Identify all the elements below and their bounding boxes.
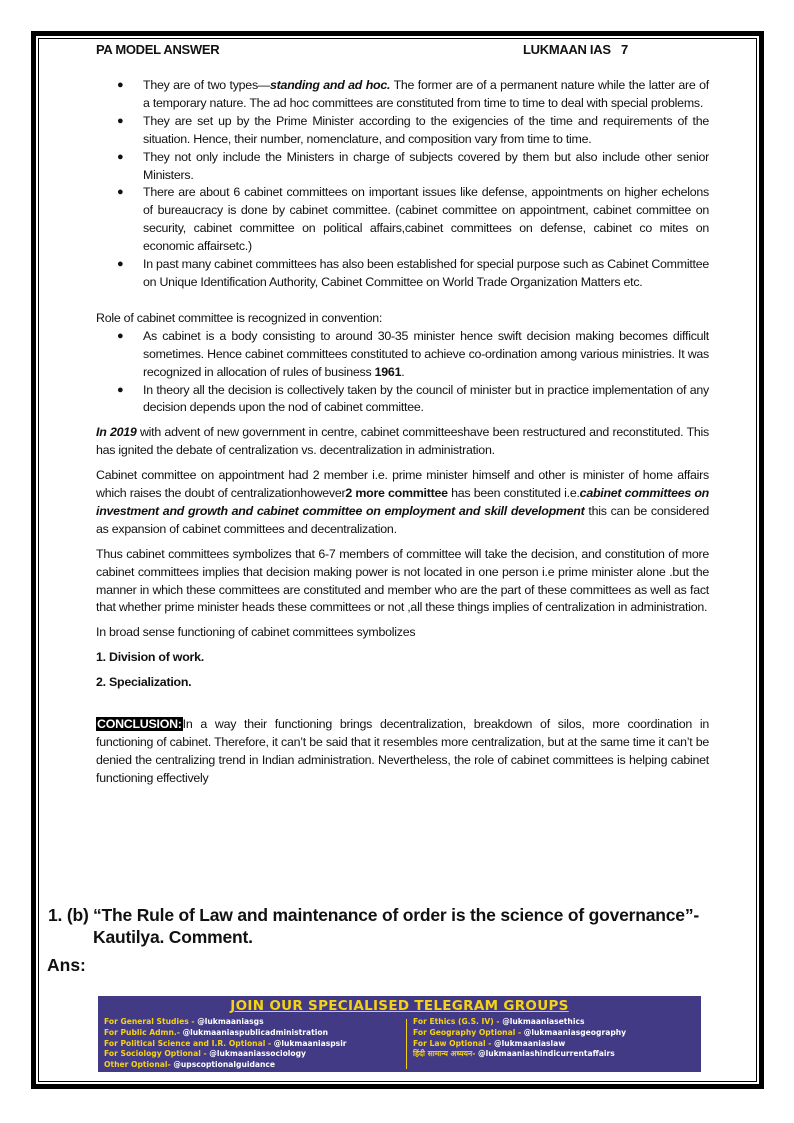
- telegram-group-item[interactable]: For Sociology Optional - @lukmaaniassociology: [104, 1049, 306, 1059]
- question-number: 1. (b): [48, 905, 89, 925]
- bullet-icon: ●: [117, 186, 124, 199]
- types-bullet-list: [96, 77, 709, 292]
- telegram-groups-banner[interactable]: [98, 996, 701, 1072]
- banner-right-column: [413, 1017, 626, 1060]
- answer-label: Ans:: [47, 955, 86, 975]
- paragraph-broad-sense: In broad sense functioning of cabinet committees symbolizes: [96, 625, 416, 640]
- bullet-icon: ●: [117, 329, 124, 342]
- role-bullet-list: [96, 328, 709, 418]
- telegram-group-item[interactable]: For Ethics (G.S. IV) - @lukmaaniasethics: [413, 1017, 585, 1026]
- paragraph-thus: Thus cabinet committees symbolizes that 6-7 members of committee will take the decision, and constitution of more cabinet committees implies that decision making power is not located in one person i.e prime minister alone .but the manner in which these committees are constituted and member who are the part of these committees as well as fact that whether prime minister heads these committees or not ,all these things implies of centralization in administration.: [96, 546, 709, 615]
- numbered-item: 1. Division of work.: [96, 650, 204, 665]
- banner-title: JOIN OUR SPECIALISED TELEGRAM GROUPS: [230, 998, 569, 1014]
- conclusion-paragraph: CONCLUSION:In a way their functioning brings decentralization, breakdown of silos, more coordination in functioning of cabinet. Therefore, it can’t be said that it resembles more centralization, but at the same time it can’t be denied the centralizing trend in Indian administration. Nevertheless, the role of cabinet committees is helping cabinet functioning effectively: [96, 717, 709, 785]
- emphasis: standing and ad hoc.: [270, 78, 391, 92]
- role-intro: Role of cabinet committee is recognized in convention:: [96, 310, 383, 325]
- bullet-icon: ●: [117, 114, 124, 127]
- list-item: ● They are set up by the Prime Minister according to the exigencies of the time and requirements of the situation. Hence, their number, nomenclature, and composition vary from time to time.: [117, 113, 709, 146]
- conclusion-label: CONCLUSION:: [97, 717, 182, 732]
- list-item: ● In past many cabinet committees has also been established for special purpose such as Cabinet Committee on Unique Identification Authority, Cabinet Committee on World Trade Organization Matters etc.: [117, 257, 709, 289]
- list-item: ● As cabinet is a body consisting to around 30-35 minister hence swift decision making becomes difficult sometimes. Hence cabinet committees constituted to achieve co-ordination among various ministries. It was recognized in allocation of rules of business 1961.: [117, 328, 709, 379]
- bullet-icon: ●: [117, 258, 124, 271]
- numbered-item: 2. Specialization.: [96, 675, 192, 690]
- list-item: ● They not only include the Ministers in charge of subjects covered by them but also include other senior Ministers.: [117, 149, 709, 182]
- emphasis: In 2019: [96, 425, 137, 440]
- list-item: ● In theory all the decision is collectively taken by the council of minister but in practice implementation of any decision depends upon the nod of cabinet committee.: [117, 382, 709, 415]
- telegram-group-item[interactable]: For Political Science and I.R. Optional - @lukmaaniaspsir: [104, 1038, 347, 1048]
- emphasis: 1961: [374, 364, 402, 379]
- bullet-icon: ●: [117, 79, 124, 91]
- telegram-group-item[interactable]: For Geography Optional - @lukmaaniasgeography: [413, 1027, 627, 1037]
- telegram-group-item[interactable]: For Public Admn.- @lukmaaniaspublicadministration: [104, 1027, 328, 1037]
- header-brand: LUKMAAN IAS: [523, 42, 611, 57]
- paragraph-2019: In 2019 with advent of new government in centre, cabinet committeeshave been restructured and reconstituted. This has ignited the debate of centralization vs. decentralization in administration.: [96, 425, 709, 458]
- telegram-group-item[interactable]: हिंदी सामान्य अध्ययन- @lukmaaniashindicurrentaffairs: [413, 1049, 615, 1059]
- bullet-icon: ●: [117, 383, 124, 396]
- telegram-group-item[interactable]: For Law Optional - @lukmaaniaslaw: [413, 1038, 566, 1048]
- page-content: [96, 39, 709, 788]
- list-item: ● There are about 6 cabinet committees on important issues like defense, appointments on higher echelons of bureaucracy is done by cabinet committee. (cabinet committee on appointment, cabinet committee on security, cabinet committee on political affairs,cabinet committees on defense, cabinet co mites on economic affairsetc.): [117, 185, 709, 254]
- telegram-group-item[interactable]: Other Optional- @upscoptionalguidance: [104, 1060, 276, 1070]
- banner-left-column: [104, 1017, 347, 1071]
- bullet-icon: ●: [117, 150, 124, 163]
- header-title: PA MODEL ANSWER: [96, 42, 220, 57]
- question-text: “The Rule of Law and maintenance of order is the science of governance”- Kautilya. Comment.: [93, 905, 700, 947]
- list-item: ● They are of two types—standing and ad hoc. The former are of a permanent nature while the latter are of a temporary nature. The ad hoc committees are constituted from time to time to deal with special problems.: [117, 78, 709, 110]
- page-number: 7: [621, 42, 628, 57]
- paragraph-appointment: Cabinet committee on appointment had 2 member i.e. prime minister himself and other is minister of home affairs which raises the doubt of centralizationhowever2 more committee has been constituted i.e.cabinet committees on investment and growth and cabinet committee on employment and skill development this can be considered as expansion of cabinet committees and decentralization.: [96, 468, 710, 536]
- banner-divider: [406, 1019, 407, 1069]
- telegram-group-item[interactable]: For General Studies - @lukmaaniasgs: [104, 1017, 264, 1026]
- running-header: [96, 39, 709, 57]
